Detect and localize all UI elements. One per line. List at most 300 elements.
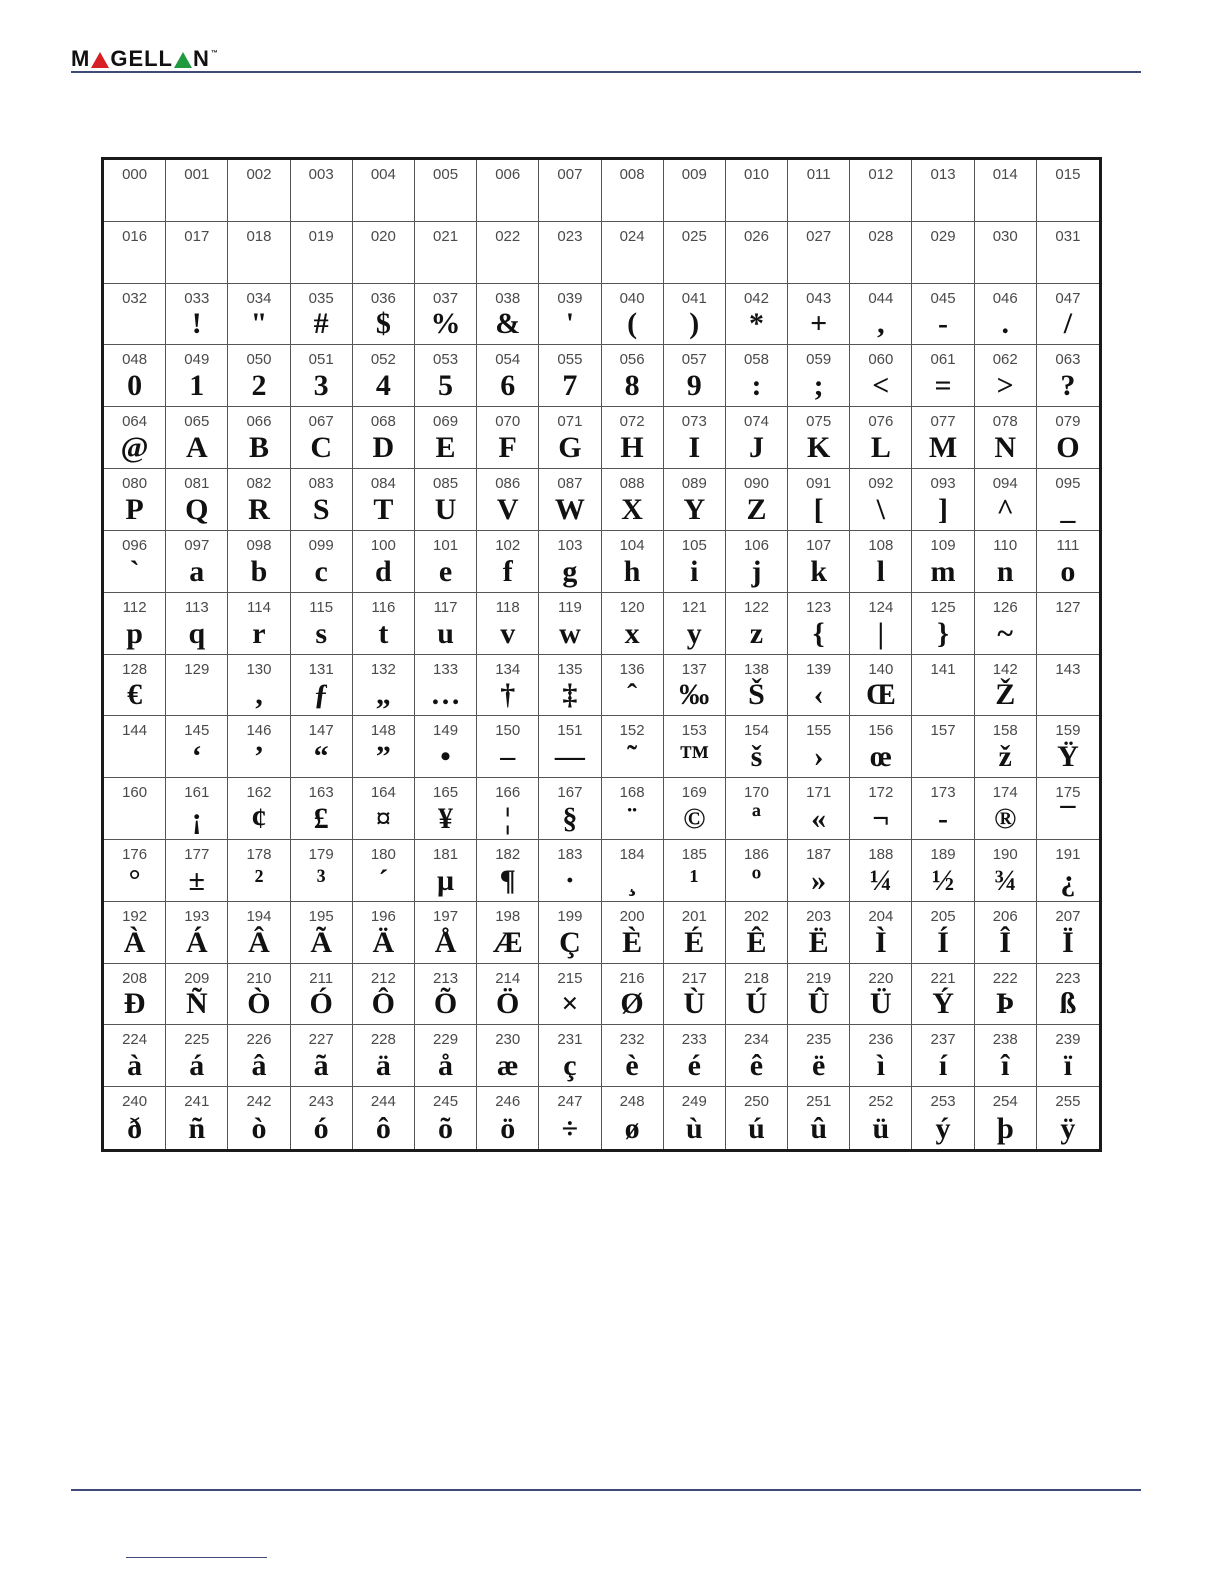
char-cell (353, 716, 415, 778)
char-cell (664, 902, 726, 964)
char-cell (912, 469, 974, 531)
char-glyph: … (430, 678, 461, 712)
char-cell (726, 778, 788, 840)
char-code: 215 (557, 969, 583, 987)
char-cell (850, 902, 912, 964)
char-code: 143 (1055, 660, 1081, 678)
char-cell (788, 531, 850, 593)
char-glyph: Ë (808, 925, 829, 959)
char-code: 036 (370, 289, 396, 307)
char-code: 128 (122, 660, 148, 678)
char-cell (912, 531, 974, 593)
char-cell (975, 840, 1037, 902)
char-cell (415, 716, 477, 778)
char-glyph: È (622, 925, 643, 959)
char-code: 066 (246, 413, 272, 431)
char-cell (850, 1025, 912, 1087)
char-cell (291, 345, 353, 407)
char-glyph: £ (313, 801, 329, 835)
char-glyph: , (877, 307, 885, 341)
char-cell (975, 284, 1037, 346)
char-code: 190 (992, 845, 1018, 863)
char-code: 198 (495, 907, 521, 925)
char-code: 093 (930, 475, 956, 493)
char-code: 051 (308, 351, 334, 369)
char-code: 089 (681, 475, 707, 493)
char-glyph: ó (313, 1112, 329, 1145)
char-glyph: ä (375, 1049, 391, 1083)
char-cell (291, 407, 353, 469)
char-code: 115 (309, 598, 334, 616)
char-glyph: W (554, 492, 585, 526)
char-cell (850, 840, 912, 902)
char-cell (104, 1087, 166, 1149)
char-cell (291, 593, 353, 655)
char-glyph: T (373, 492, 394, 526)
char-glyph: . (1001, 307, 1009, 341)
char-cell (664, 345, 726, 407)
char-cell (477, 407, 539, 469)
char-code: 176 (122, 845, 148, 863)
char-cell (415, 655, 477, 717)
char-code: 227 (308, 1031, 334, 1049)
char-cell (539, 222, 601, 284)
char-glyph: ® (994, 801, 1017, 835)
char-cell (602, 284, 664, 346)
char-code: 217 (681, 969, 707, 987)
char-cell (912, 160, 974, 222)
char-glyph: ½ (931, 863, 955, 897)
char-code: 057 (681, 351, 707, 369)
char-code: 017 (184, 227, 210, 245)
char-cell (415, 902, 477, 964)
char-code: 172 (868, 784, 894, 802)
char-cell (539, 778, 601, 840)
char-code: 086 (495, 475, 521, 493)
char-cell (539, 531, 601, 593)
char-glyph: \ (876, 492, 886, 526)
char-cell (1037, 716, 1099, 778)
char-glyph: § (562, 801, 578, 835)
char-cell (353, 160, 415, 222)
char-code: 242 (246, 1093, 272, 1111)
char-glyph: ¬ (872, 801, 890, 835)
char-glyph: L (870, 431, 891, 465)
char-cell (539, 469, 601, 531)
char-glyph: ( (627, 307, 638, 341)
char-cell (726, 469, 788, 531)
char-cell (166, 778, 228, 840)
char-cell (726, 160, 788, 222)
char-code: 007 (557, 166, 583, 183)
char-code: 145 (184, 722, 210, 740)
char-glyph: ã (313, 1049, 329, 1083)
char-cell (539, 840, 601, 902)
char-code: 046 (992, 289, 1018, 307)
char-code: 064 (122, 413, 148, 431)
char-glyph: k (810, 554, 827, 588)
char-code: 111 (1056, 536, 1080, 554)
char-glyph: µ (436, 863, 455, 897)
char-code: 108 (868, 536, 894, 554)
char-glyph: Ü (870, 987, 892, 1021)
char-cell (975, 1025, 1037, 1087)
char-cell (1037, 531, 1099, 593)
char-code: 253 (930, 1093, 956, 1111)
char-cell (353, 902, 415, 964)
char-glyph: – (500, 740, 516, 774)
char-glyph: ‹ (813, 678, 824, 712)
char-cell (602, 716, 664, 778)
char-glyph: m (930, 554, 956, 588)
char-glyph: ˜ (627, 740, 638, 774)
char-cell (539, 716, 601, 778)
char-cell (788, 1087, 850, 1149)
char-code: 184 (619, 845, 645, 863)
char-cell (912, 902, 974, 964)
char-glyph: Ÿ (1057, 740, 1079, 774)
char-cell (788, 902, 850, 964)
char-code: 006 (495, 166, 521, 183)
char-glyph: ë (811, 1049, 826, 1083)
char-code: 156 (868, 722, 894, 740)
char-glyph: g (562, 554, 578, 588)
char-code: 191 (1055, 845, 1081, 863)
char-cell (539, 1087, 601, 1149)
char-code: 241 (184, 1093, 210, 1111)
char-cell (850, 1087, 912, 1149)
char-cell (477, 1087, 539, 1149)
char-code: 177 (184, 845, 210, 863)
char-cell (602, 902, 664, 964)
char-code: 043 (806, 289, 832, 307)
char-code: 247 (557, 1093, 583, 1111)
char-code: 223 (1055, 969, 1081, 987)
char-code: 011 (806, 166, 831, 183)
char-code: 079 (1055, 413, 1081, 431)
char-code: 148 (370, 722, 396, 740)
char-code: 133 (433, 660, 459, 678)
char-glyph: ¾ (993, 863, 1017, 897)
char-glyph: Ê (746, 925, 767, 959)
char-cell (850, 160, 912, 222)
char-glyph: N (994, 431, 1017, 465)
char-code: 014 (992, 166, 1018, 183)
char-code: 081 (184, 475, 210, 493)
logo-green-triangle-icon (174, 52, 192, 68)
char-glyph: ý (935, 1112, 951, 1145)
char-glyph: å (438, 1049, 454, 1083)
char-code: 162 (246, 784, 272, 802)
char-glyph: Â (248, 925, 270, 959)
char-code: 109 (930, 536, 956, 554)
char-code: 023 (557, 227, 583, 245)
char-glyph: ` (129, 554, 140, 588)
char-glyph: C (310, 431, 332, 465)
magellan-logo (71, 48, 219, 72)
char-glyph: „ (375, 678, 391, 712)
char-code: 095 (1055, 475, 1081, 493)
char-code: 074 (743, 413, 769, 431)
char-cell (788, 840, 850, 902)
char-glyph: e (438, 554, 453, 588)
char-code: 154 (743, 722, 769, 740)
char-code: 054 (495, 351, 521, 369)
char-code: 107 (806, 536, 832, 554)
char-cell (539, 407, 601, 469)
char-glyph: $ (375, 307, 391, 341)
char-code: 203 (806, 907, 832, 925)
char-glyph: { (812, 616, 825, 650)
char-glyph: Ô (371, 987, 396, 1021)
char-glyph: ì (876, 1049, 886, 1083)
char-cell (228, 716, 290, 778)
char-cell (166, 345, 228, 407)
char-glyph: ) (689, 307, 700, 341)
char-glyph: q (188, 616, 206, 650)
char-code: 134 (495, 660, 521, 678)
char-glyph: Ú (745, 987, 768, 1021)
char-cell (104, 345, 166, 407)
char-glyph: ‡ (562, 678, 578, 712)
char-code: 195 (308, 907, 334, 925)
char-code: 186 (743, 845, 769, 863)
char-cell (788, 284, 850, 346)
char-cell (975, 469, 1037, 531)
char-cell (104, 655, 166, 717)
char-cell (104, 160, 166, 222)
char-code: 062 (992, 351, 1018, 369)
char-cell (228, 1025, 290, 1087)
char-cell (726, 964, 788, 1026)
char-cell (539, 1025, 601, 1087)
char-glyph: º (751, 863, 762, 897)
logo-red-triangle-icon (91, 52, 109, 68)
char-code: 201 (681, 907, 707, 925)
char-glyph: x (624, 616, 640, 650)
char-code: 225 (184, 1031, 210, 1049)
char-code: 222 (992, 969, 1018, 987)
char-cell (166, 902, 228, 964)
char-cell (291, 222, 353, 284)
char-code: 071 (557, 413, 583, 431)
char-cell (788, 716, 850, 778)
char-glyph: / (1063, 307, 1073, 341)
char-code: 136 (619, 660, 645, 678)
char-cell (353, 964, 415, 1026)
char-cell (726, 284, 788, 346)
char-cell (602, 469, 664, 531)
char-glyph: € (127, 678, 143, 712)
char-code: 169 (681, 784, 707, 802)
char-code: 196 (370, 907, 396, 925)
char-glyph: ò (251, 1112, 267, 1145)
char-glyph: ‘ (191, 740, 202, 774)
char-cell (602, 1087, 664, 1149)
char-glyph: ; (813, 369, 824, 403)
char-code: 212 (370, 969, 396, 987)
char-cell (415, 1025, 477, 1087)
char-glyph: Ó (309, 987, 333, 1021)
char-code: 039 (557, 289, 583, 307)
char-code: 151 (557, 722, 583, 740)
char-code: 037 (433, 289, 459, 307)
char-glyph: + (810, 307, 828, 341)
char-glyph: v (500, 616, 516, 650)
char-code: 098 (246, 536, 272, 554)
char-glyph: † (500, 678, 516, 712)
char-code: 149 (433, 722, 459, 740)
char-glyph: = (934, 369, 952, 403)
char-cell (104, 840, 166, 902)
char-cell (228, 902, 290, 964)
char-code: 040 (619, 289, 645, 307)
char-glyph: ¢ (251, 801, 267, 835)
char-cell (415, 593, 477, 655)
char-glyph: t (378, 616, 389, 650)
char-glyph: Þ (996, 987, 1015, 1021)
char-code: 041 (681, 289, 707, 307)
char-glyph: J (748, 431, 764, 465)
char-code: 032 (122, 289, 148, 307)
char-glyph: b (250, 554, 268, 588)
char-cell (602, 345, 664, 407)
char-code: 210 (246, 969, 272, 987)
char-glyph: ¡ (191, 801, 202, 835)
char-glyph: 3 (313, 369, 329, 403)
char-glyph: Û (807, 987, 830, 1021)
char-glyph: H (620, 431, 644, 465)
char-code: 021 (433, 227, 459, 245)
char-code: 180 (370, 845, 396, 863)
char-code: 019 (308, 227, 334, 245)
char-glyph: ¸ (627, 863, 638, 897)
char-code: 237 (930, 1031, 956, 1049)
char-cell (602, 1025, 664, 1087)
char-glyph: ¿ (1060, 863, 1076, 897)
char-cell (1037, 345, 1099, 407)
char-glyph: á (189, 1049, 205, 1083)
char-glyph: M (928, 431, 958, 465)
char-code: 246 (495, 1093, 521, 1111)
char-cell (477, 655, 539, 717)
char-glyph: o (1060, 554, 1076, 588)
char-code: 091 (806, 475, 832, 493)
char-code: 049 (184, 351, 210, 369)
char-code: 164 (370, 784, 396, 802)
char-cell (664, 407, 726, 469)
char-cell (477, 716, 539, 778)
char-glyph: > (996, 369, 1014, 403)
char-code: 160 (122, 784, 148, 802)
char-cell (539, 593, 601, 655)
char-code: 213 (433, 969, 459, 987)
logo-text-n: N (193, 46, 210, 71)
char-glyph: Å (434, 925, 457, 959)
char-glyph: “ (313, 740, 329, 774)
char-code: 069 (433, 413, 459, 431)
char-cell (291, 284, 353, 346)
char-cell (975, 716, 1037, 778)
char-code: 065 (184, 413, 210, 431)
char-glyph: " (250, 307, 268, 341)
char-cell (1037, 778, 1099, 840)
char-code: 118 (495, 598, 520, 616)
char-cell (850, 778, 912, 840)
char-code: 211 (309, 969, 334, 987)
char-code: 199 (557, 907, 583, 925)
char-glyph: c (314, 554, 328, 588)
char-code: 238 (992, 1031, 1018, 1049)
char-glyph: R (248, 492, 270, 526)
char-code: 029 (930, 227, 956, 245)
char-code: 067 (308, 413, 334, 431)
char-cell (415, 160, 477, 222)
char-cell (415, 840, 477, 902)
char-glyph: p (126, 616, 143, 650)
char-glyph: ¼ (869, 863, 893, 897)
char-cell (228, 593, 290, 655)
char-glyph: - (938, 307, 949, 341)
char-code: 188 (868, 845, 894, 863)
char-code: 025 (681, 227, 707, 245)
char-code: 220 (868, 969, 894, 987)
char-cell (602, 531, 664, 593)
char-code: 137 (681, 660, 707, 678)
char-glyph: 4 (375, 369, 391, 403)
char-glyph: I (688, 431, 701, 465)
char-cell (415, 222, 477, 284)
char-code: 125 (930, 598, 956, 616)
char-glyph: 1 (189, 369, 205, 403)
char-code: 010 (743, 166, 769, 183)
char-cell (664, 840, 726, 902)
char-cell (664, 284, 726, 346)
char-cell (975, 160, 1037, 222)
char-cell (166, 531, 228, 593)
char-glyph: Æ (492, 925, 523, 959)
char-cell (477, 345, 539, 407)
char-code: 157 (930, 722, 956, 740)
char-code: 015 (1055, 166, 1081, 183)
char-cell (912, 407, 974, 469)
char-cell (664, 160, 726, 222)
char-code: 170 (743, 784, 769, 802)
char-cell (228, 778, 290, 840)
char-cell (166, 284, 228, 346)
char-glyph: æ (496, 1049, 519, 1083)
char-glyph: : (751, 369, 762, 403)
char-cell (850, 345, 912, 407)
char-cell (166, 407, 228, 469)
char-glyph: E (435, 431, 456, 465)
char-code: 002 (246, 166, 272, 183)
char-code: 106 (743, 536, 769, 554)
char-glyph: â (251, 1049, 267, 1083)
char-code: 068 (370, 413, 396, 431)
char-code: 135 (557, 660, 583, 678)
char-code: 239 (1055, 1031, 1081, 1049)
char-glyph: P (125, 492, 144, 526)
char-code: 142 (992, 660, 1018, 678)
char-cell (912, 593, 974, 655)
char-cell (228, 345, 290, 407)
char-code: 183 (557, 845, 583, 863)
char-cell (353, 284, 415, 346)
char-code: 022 (495, 227, 521, 245)
char-glyph: @ (120, 431, 149, 465)
char-cell (664, 964, 726, 1026)
